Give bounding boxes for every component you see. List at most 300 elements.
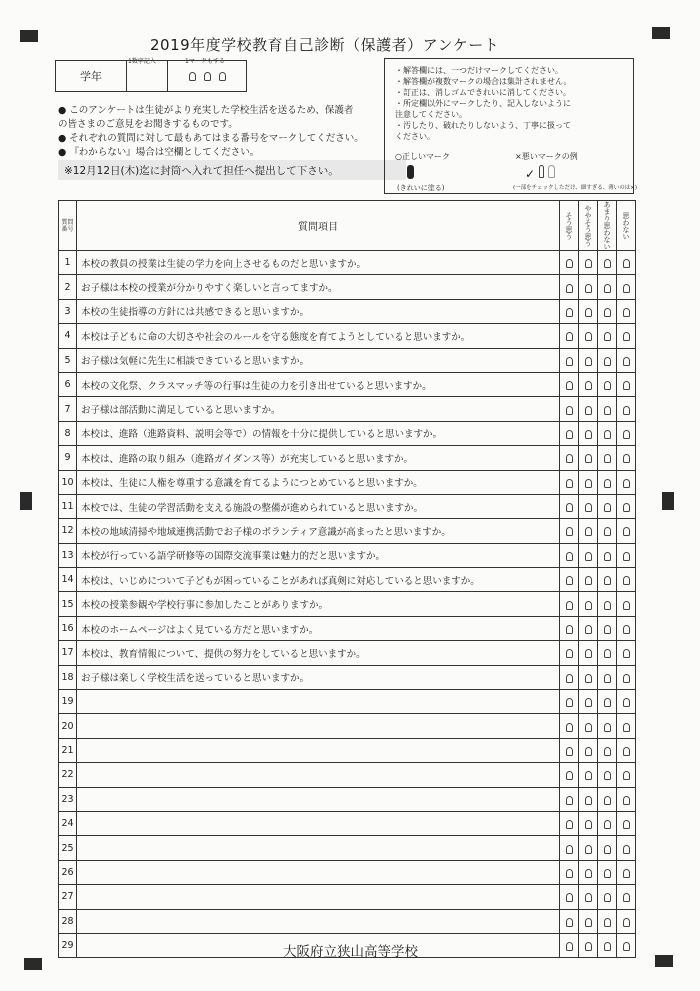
- bad-mark-note: (一部をチェックしただけ、細すぎる、薄いのは×): [513, 185, 638, 191]
- answer-cell: [579, 470, 598, 494]
- question-text: [77, 860, 560, 884]
- answer-cell: [579, 372, 598, 396]
- answer-cell: [560, 592, 579, 616]
- answer-bubble[interactable]: [604, 869, 611, 878]
- grade-mark-bubble[interactable]: [219, 72, 226, 81]
- question-text: [77, 836, 560, 860]
- answer-cell: [579, 860, 598, 884]
- answer-cell: [598, 592, 617, 616]
- registration-mark: [662, 492, 674, 510]
- answer-bubble[interactable]: [623, 771, 630, 780]
- answer-bubble[interactable]: [623, 430, 630, 439]
- answer-cell: [617, 446, 636, 470]
- question-text: 本校は、進路の取り組み（進路ガイダンス等）が充実していると思いますか。: [77, 446, 560, 470]
- answer-bubble[interactable]: [623, 869, 630, 878]
- question-table: [58, 200, 636, 958]
- answer-bubble[interactable]: [566, 479, 573, 488]
- question-text: [77, 714, 560, 738]
- table-row: [59, 836, 636, 860]
- answer-bubble[interactable]: [604, 820, 611, 829]
- answer-cell: [617, 470, 636, 494]
- answer-bubble[interactable]: [604, 552, 611, 561]
- answer-bubble[interactable]: [585, 381, 592, 390]
- answer-bubble[interactable]: [585, 479, 592, 488]
- note-line: ● このアンケートは生徒がより充実した学校生活を送るため、保護者: [58, 105, 354, 116]
- answer-cell: [560, 665, 579, 689]
- answer-cell: [598, 738, 617, 762]
- grade-mark-header: 1マークもする: [185, 58, 225, 65]
- answer-bubble[interactable]: [585, 454, 592, 463]
- answer-bubble[interactable]: [566, 893, 573, 902]
- answer-bubble[interactable]: [604, 284, 611, 293]
- item-header: 質問項目: [77, 201, 560, 251]
- rule-line: ください。: [395, 132, 435, 141]
- answer-bubble[interactable]: [566, 649, 573, 658]
- answer-bubble[interactable]: [585, 527, 592, 536]
- question-text: [77, 738, 560, 762]
- rule-line: ・所定欄以外にマークしたり、記入しないように: [395, 99, 571, 108]
- grade-label: 学年: [56, 61, 127, 91]
- question-number: 22: [59, 763, 77, 787]
- answer-cell: [598, 519, 617, 543]
- question-number: 6: [59, 372, 77, 396]
- answer-cell: [617, 714, 636, 738]
- answer-cell: [579, 763, 598, 787]
- answer-bubble[interactable]: [566, 869, 573, 878]
- answer-cell: [579, 348, 598, 372]
- answer-bubble[interactable]: [604, 674, 611, 683]
- table-row: [59, 470, 636, 494]
- answer-cell: [560, 714, 579, 738]
- answer-cell: [617, 299, 636, 323]
- table-row: [59, 372, 636, 396]
- answer-bubble[interactable]: [585, 723, 592, 732]
- note-line: ● それぞれの質問に対して最もあてはまる番号をマークしてください。: [58, 133, 364, 144]
- answer-bubble[interactable]: [585, 308, 592, 317]
- answer-cell: [579, 909, 598, 933]
- answer-bubble[interactable]: [623, 747, 630, 756]
- answer-cell: [560, 348, 579, 372]
- answer-cell: [579, 811, 598, 835]
- rule-line: ・解答欄が複数マークの場合は集計されません。: [395, 77, 572, 86]
- table-row: [59, 714, 636, 738]
- question-text: 本校が行っている語学研修等の国際交流事業は魅力的だと思いますか。: [77, 543, 560, 567]
- note-line: ● 『わからない』場合は空欄としてください。: [58, 147, 260, 158]
- answer-bubble[interactable]: [566, 747, 573, 756]
- answer-cell: [598, 275, 617, 299]
- answer-bubble[interactable]: [604, 406, 611, 415]
- question-number: 13: [59, 543, 77, 567]
- question-number: 4: [59, 324, 77, 348]
- answer-bubble[interactable]: [585, 430, 592, 439]
- answer-cell: [598, 763, 617, 787]
- answer-bubble[interactable]: [585, 942, 592, 951]
- question-text: [77, 787, 560, 811]
- answer-bubble[interactable]: [585, 845, 592, 854]
- answer-cell: [598, 665, 617, 689]
- answer-bubble[interactable]: [604, 479, 611, 488]
- table-row: [59, 446, 636, 470]
- answer-bubble[interactable]: [623, 698, 630, 707]
- answer-bubble[interactable]: [585, 552, 592, 561]
- answer-bubble[interactable]: [566, 454, 573, 463]
- answer-bubble[interactable]: [623, 552, 630, 561]
- answer-bubble[interactable]: [566, 308, 573, 317]
- answer-bubble[interactable]: [604, 357, 611, 366]
- answer-cell: [598, 860, 617, 884]
- answer-cell: [560, 324, 579, 348]
- question-number: 28: [59, 909, 77, 933]
- answer-bubble[interactable]: [623, 649, 630, 658]
- table-row: [59, 811, 636, 835]
- question-text: [77, 690, 560, 714]
- answer-cell: [598, 421, 617, 445]
- answer-bubble[interactable]: [585, 771, 592, 780]
- answer-bubble[interactable]: [585, 357, 592, 366]
- answer-cell: [617, 836, 636, 860]
- answer-bubble[interactable]: [604, 625, 611, 634]
- table-row: [59, 543, 636, 567]
- answer-cell: [579, 738, 598, 762]
- answer-bubble[interactable]: [566, 942, 573, 951]
- table-row: [59, 738, 636, 762]
- answer-cell: [560, 470, 579, 494]
- answer-cell: [598, 787, 617, 811]
- answer-cell: [579, 251, 598, 275]
- question-text: お子様は部活動に満足していると思いますか。: [77, 397, 560, 421]
- correct-mark-label: ○正しいマーク: [395, 152, 450, 161]
- option-header-agree: そう思う: [560, 201, 579, 251]
- answer-bubble[interactable]: [604, 796, 611, 805]
- question-number: 7: [59, 397, 77, 421]
- answer-bubble[interactable]: [585, 259, 592, 268]
- question-number: 26: [59, 860, 77, 884]
- answer-cell: [579, 592, 598, 616]
- answer-bubble[interactable]: [623, 601, 630, 610]
- answer-bubble[interactable]: [623, 576, 630, 585]
- answer-bubble[interactable]: [604, 381, 611, 390]
- question-text: 本校の教員の授業は生徒の学力を向上させるものだと思いますか。: [77, 251, 560, 275]
- answer-cell: [560, 568, 579, 592]
- table-row: [59, 885, 636, 909]
- answer-bubble[interactable]: [623, 942, 630, 951]
- answer-bubble[interactable]: [604, 747, 611, 756]
- answer-bubble[interactable]: [585, 820, 592, 829]
- question-number: 16: [59, 616, 77, 640]
- answer-cell: [598, 885, 617, 909]
- answer-bubble[interactable]: [585, 869, 592, 878]
- answer-cell: [579, 324, 598, 348]
- answer-cell: [560, 811, 579, 835]
- answer-cell: [617, 811, 636, 835]
- question-text: 本校の文化祭、クラスマッチ等の行事は生徒の力を引き出せていると思いますか。: [77, 372, 560, 396]
- answer-bubble[interactable]: [623, 454, 630, 463]
- question-number: 19: [59, 690, 77, 714]
- answer-bubble[interactable]: [623, 796, 630, 805]
- question-number: 1: [59, 251, 77, 275]
- option-header-somewhat-disagree: あまり思わない: [598, 201, 617, 251]
- option-header-somewhat-agree: ややそう思う: [579, 201, 598, 251]
- table-row: [59, 568, 636, 592]
- question-text: 本校は、進路（進路資料、説明会等で）の情報を十分に提供していると思いますか。: [77, 421, 560, 445]
- answer-bubble[interactable]: [566, 284, 573, 293]
- answer-bubble[interactable]: [585, 918, 592, 927]
- rule-line: ・解答欄には、一つだけマークしてください。: [395, 66, 563, 75]
- answer-cell: [560, 251, 579, 275]
- answer-bubble[interactable]: [604, 698, 611, 707]
- answer-cell: [617, 397, 636, 421]
- answer-cell: [579, 299, 598, 323]
- answer-cell: [560, 885, 579, 909]
- answer-cell: [617, 738, 636, 762]
- answer-cell: [560, 641, 579, 665]
- table-row: [59, 348, 636, 372]
- table-row: [59, 299, 636, 323]
- answer-cell: [617, 616, 636, 640]
- answer-bubble[interactable]: [604, 430, 611, 439]
- answer-cell: [560, 690, 579, 714]
- answer-bubble[interactable]: [585, 332, 592, 341]
- question-number: 10: [59, 470, 77, 494]
- question-text: [77, 909, 560, 933]
- answer-bubble[interactable]: [566, 845, 573, 854]
- answer-cell: [579, 275, 598, 299]
- answer-bubble[interactable]: [585, 796, 592, 805]
- question-number: 25: [59, 836, 77, 860]
- answer-cell: [617, 543, 636, 567]
- answer-cell: [617, 787, 636, 811]
- answer-bubble[interactable]: [585, 406, 592, 415]
- answer-cell: [598, 543, 617, 567]
- filled-mark-example: [407, 165, 414, 179]
- answer-cell: [598, 714, 617, 738]
- answer-bubble[interactable]: [623, 284, 630, 293]
- answer-bubble[interactable]: [623, 625, 630, 634]
- registration-mark: [655, 955, 673, 967]
- answer-cell: [560, 397, 579, 421]
- answer-bubble[interactable]: [604, 649, 611, 658]
- answer-cell: [598, 397, 617, 421]
- answer-bubble[interactable]: [604, 332, 611, 341]
- answer-cell: [579, 885, 598, 909]
- answer-bubble[interactable]: [623, 259, 630, 268]
- answer-cell: [617, 494, 636, 518]
- question-number: 27: [59, 885, 77, 909]
- answer-bubble[interactable]: [585, 674, 592, 683]
- answer-bubble[interactable]: [623, 918, 630, 927]
- answer-bubble[interactable]: [623, 308, 630, 317]
- answer-bubble[interactable]: [623, 723, 630, 732]
- table-row: [59, 665, 636, 689]
- answer-cell: [598, 494, 617, 518]
- question-text: お子様は本校の授業が分かりやすく楽しいと言ってますか。: [77, 275, 560, 299]
- answer-bubble[interactable]: [566, 820, 573, 829]
- answer-bubble[interactable]: [604, 601, 611, 610]
- answer-bubble[interactable]: [585, 576, 592, 585]
- answer-bubble[interactable]: [604, 893, 611, 902]
- answer-bubble[interactable]: [585, 601, 592, 610]
- answer-bubble[interactable]: [566, 576, 573, 585]
- question-number: 5: [59, 348, 77, 372]
- table-row: [59, 641, 636, 665]
- correct-mark-note: (きれいに塗る): [397, 184, 445, 192]
- answer-bubble[interactable]: [566, 430, 573, 439]
- question-text: 本校の地域清掃や地域連携活動でお子様のボランティア意識が高まったと思いますか。: [77, 519, 560, 543]
- answer-cell: [560, 421, 579, 445]
- answer-cell: [617, 519, 636, 543]
- answer-cell: [560, 738, 579, 762]
- answer-bubble[interactable]: [566, 381, 573, 390]
- answer-cell: [560, 494, 579, 518]
- answer-bubble[interactable]: [585, 747, 592, 756]
- question-number: 3: [59, 299, 77, 323]
- answer-bubble[interactable]: [585, 625, 592, 634]
- answer-bubble[interactable]: [585, 649, 592, 658]
- answer-bubble[interactable]: [604, 845, 611, 854]
- answer-bubble[interactable]: [566, 796, 573, 805]
- question-number: 12: [59, 519, 77, 543]
- answer-cell: [617, 860, 636, 884]
- answer-bubble[interactable]: [604, 259, 611, 268]
- answer-bubble[interactable]: [566, 918, 573, 927]
- answer-cell: [560, 616, 579, 640]
- table-row: [59, 397, 636, 421]
- answer-bubble[interactable]: [566, 552, 573, 561]
- answer-bubble[interactable]: [566, 698, 573, 707]
- question-text: お子様は気軽に先生に相談できていると思いますか。: [77, 348, 560, 372]
- answer-cell: [560, 860, 579, 884]
- question-text: [77, 763, 560, 787]
- question-text: [77, 811, 560, 835]
- page-title: 2019年度学校教育自己診断（保護者）アンケート: [150, 36, 500, 54]
- answer-cell: [560, 299, 579, 323]
- answer-bubble[interactable]: [623, 674, 630, 683]
- answer-bubble[interactable]: [604, 527, 611, 536]
- answer-bubble[interactable]: [604, 454, 611, 463]
- table-row: [59, 763, 636, 787]
- answer-cell: [617, 665, 636, 689]
- answer-bubble[interactable]: [623, 406, 630, 415]
- answer-cell: [598, 641, 617, 665]
- question-text: お子様は楽しく学校生活を送っていると思いますか。: [77, 665, 560, 689]
- answer-bubble[interactable]: [566, 771, 573, 780]
- question-text: 本校は子どもに命の大切さや社会のルールを守る態度を育てようとしていると思いますか。: [77, 324, 560, 348]
- grade-mark-group: [168, 61, 246, 91]
- answer-bubble[interactable]: [604, 503, 611, 512]
- rule-line: ・訂正は、消しゴムできれいに消してください。: [395, 88, 571, 97]
- answer-bubble[interactable]: [604, 576, 611, 585]
- answer-cell: [598, 836, 617, 860]
- registration-mark: [24, 958, 42, 970]
- answer-cell: [617, 909, 636, 933]
- option-header-disagree: 思わない: [617, 201, 636, 251]
- answer-cell: [617, 421, 636, 445]
- answer-bubble[interactable]: [623, 820, 630, 829]
- answer-bubble[interactable]: [623, 845, 630, 854]
- answer-bubble[interactable]: [566, 332, 573, 341]
- answer-bubble[interactable]: [604, 771, 611, 780]
- answer-bubble[interactable]: [623, 479, 630, 488]
- answer-bubble[interactable]: [585, 503, 592, 512]
- answer-bubble[interactable]: [604, 308, 611, 317]
- answer-bubble[interactable]: [566, 625, 573, 634]
- answer-cell: [579, 690, 598, 714]
- note-line: の皆さまのご意見をお聞きするものです。: [58, 119, 238, 130]
- answer-bubble[interactable]: [566, 723, 573, 732]
- table-row: [59, 616, 636, 640]
- question-text: 本校は、教育情報について、提供の努力をしていると思いますか。: [77, 641, 560, 665]
- answer-cell: [598, 909, 617, 933]
- answer-bubble[interactable]: [604, 918, 611, 927]
- question-number: 8: [59, 421, 77, 445]
- marking-rules-box: [384, 58, 638, 194]
- answer-bubble[interactable]: [623, 381, 630, 390]
- answer-bubble[interactable]: [566, 503, 573, 512]
- answer-bubble[interactable]: [585, 893, 592, 902]
- question-text: 本校の生徒指導の方針には共感できると思いますか。: [77, 299, 560, 323]
- grade-mark-bubble[interactable]: [189, 72, 196, 81]
- answer-cell: [617, 568, 636, 592]
- bad-mark-examples: [525, 165, 555, 181]
- question-text: 本校は、いじめについて子どもが困っていることがあれば真剣に対応していると思いますか。: [77, 568, 560, 592]
- table-row: [59, 592, 636, 616]
- answer-cell: [617, 885, 636, 909]
- answer-bubble[interactable]: [623, 893, 630, 902]
- answer-cell: [579, 714, 598, 738]
- answer-bubble[interactable]: [604, 723, 611, 732]
- answer-bubble[interactable]: [604, 942, 611, 951]
- question-text: 本校は、生徒に人権を尊重する意識を育てるようにつとめていると思いますか。: [77, 470, 560, 494]
- answer-cell: [598, 811, 617, 835]
- answer-cell: [598, 324, 617, 348]
- table-row: [59, 690, 636, 714]
- answer-cell: [560, 787, 579, 811]
- deadline-notice: ※12月12日(木)迄に封筒へ入れて担任へ提出して下さい。: [58, 160, 406, 180]
- answer-cell: [579, 421, 598, 445]
- answer-cell: [617, 348, 636, 372]
- answer-cell: [598, 446, 617, 470]
- grade-digit-header: 1数字記入: [128, 58, 156, 65]
- answer-cell: [579, 543, 598, 567]
- answer-bubble[interactable]: [585, 284, 592, 293]
- answer-cell: [560, 446, 579, 470]
- answer-bubble[interactable]: [623, 503, 630, 512]
- answer-cell: [560, 543, 579, 567]
- question-number: 9: [59, 446, 77, 470]
- answer-bubble[interactable]: [566, 357, 573, 366]
- table-row: [59, 275, 636, 299]
- answer-bubble[interactable]: [623, 527, 630, 536]
- answer-bubble[interactable]: [566, 674, 573, 683]
- answer-bubble[interactable]: [623, 332, 630, 341]
- answer-bubble[interactable]: [623, 357, 630, 366]
- answer-bubble[interactable]: [585, 698, 592, 707]
- table-row: [59, 421, 636, 445]
- answer-cell: [579, 519, 598, 543]
- answer-cell: [560, 909, 579, 933]
- grade-digit-field[interactable]: [127, 61, 168, 91]
- answer-cell: [560, 372, 579, 396]
- answer-bubble[interactable]: [566, 527, 573, 536]
- answer-bubble[interactable]: [566, 406, 573, 415]
- answer-cell: [598, 348, 617, 372]
- answer-cell: [560, 519, 579, 543]
- grade-mark-bubble[interactable]: [204, 72, 211, 81]
- answer-bubble[interactable]: [566, 601, 573, 610]
- answer-bubble[interactable]: [566, 259, 573, 268]
- question-number: 18: [59, 665, 77, 689]
- answer-cell: [617, 592, 636, 616]
